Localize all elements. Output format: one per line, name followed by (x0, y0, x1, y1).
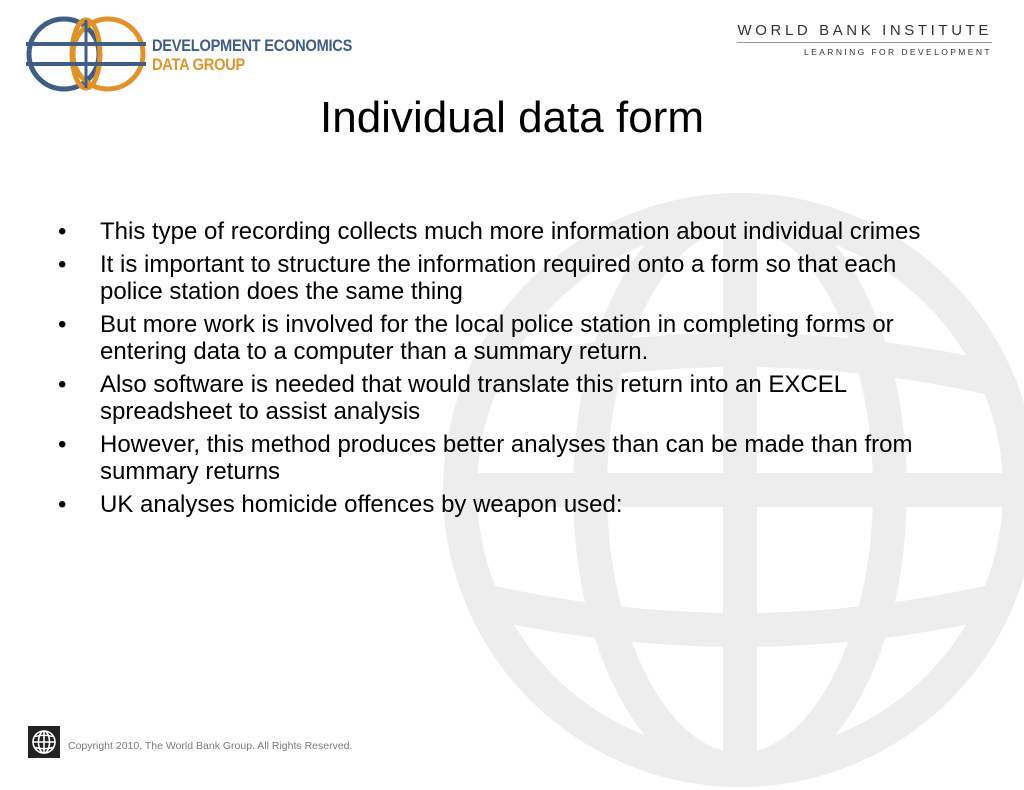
bullet-item (58, 491, 958, 518)
institute-subtitle: LEARNING FOR DEVELOPMENT (804, 47, 992, 57)
bullet-item (58, 251, 958, 305)
slide-title: Individual data form (320, 93, 704, 142)
bullet-marker: • (58, 431, 67, 458)
bullet-item (58, 218, 958, 245)
world-bank-institute-header (737, 22, 992, 57)
logo-line2: DATA GROUP (152, 55, 245, 74)
bullet-marker: • (58, 218, 67, 245)
copyright-text: Copyright 2010, The World Bank Group. All Rights Reserved. (68, 740, 353, 752)
bullet-marker: • (58, 491, 67, 518)
bullet-text: However, this method produces better analyses than can be made than from summary returns (100, 431, 913, 485)
bullet-item (58, 311, 958, 365)
institute-title: WORLD BANK INSTITUTE (737, 22, 992, 39)
globe-logo-icon (22, 14, 150, 94)
bullet-marker: • (58, 311, 67, 338)
logo-line1: DEVELOPMENT ECONOMICS (152, 36, 353, 55)
bullet-text: This type of recording collects much more information about individual crimes (100, 218, 921, 245)
world-bank-globe-icon (28, 726, 60, 758)
bullet-item (58, 431, 958, 485)
bullet-marker: • (58, 371, 67, 398)
bullet-text: Also software is needed that would translate this return into an EXCEL spreadsheet to assist analysis (100, 371, 847, 425)
bullet-item (58, 371, 958, 425)
bullet-list (58, 218, 958, 524)
logo-text (152, 36, 385, 74)
bullet-text: UK analyses homicide offences by weapon used: (100, 491, 623, 518)
bullet-text: But more work is involved for the local police station in completing forms or entering data to a computer than a summary return. (100, 311, 894, 365)
institute-divider (737, 42, 992, 43)
bullet-marker: • (58, 251, 67, 278)
bullet-text: It is important to structure the information required onto a form so that each police station does the same thing (100, 251, 897, 305)
development-economics-logo (22, 14, 362, 94)
